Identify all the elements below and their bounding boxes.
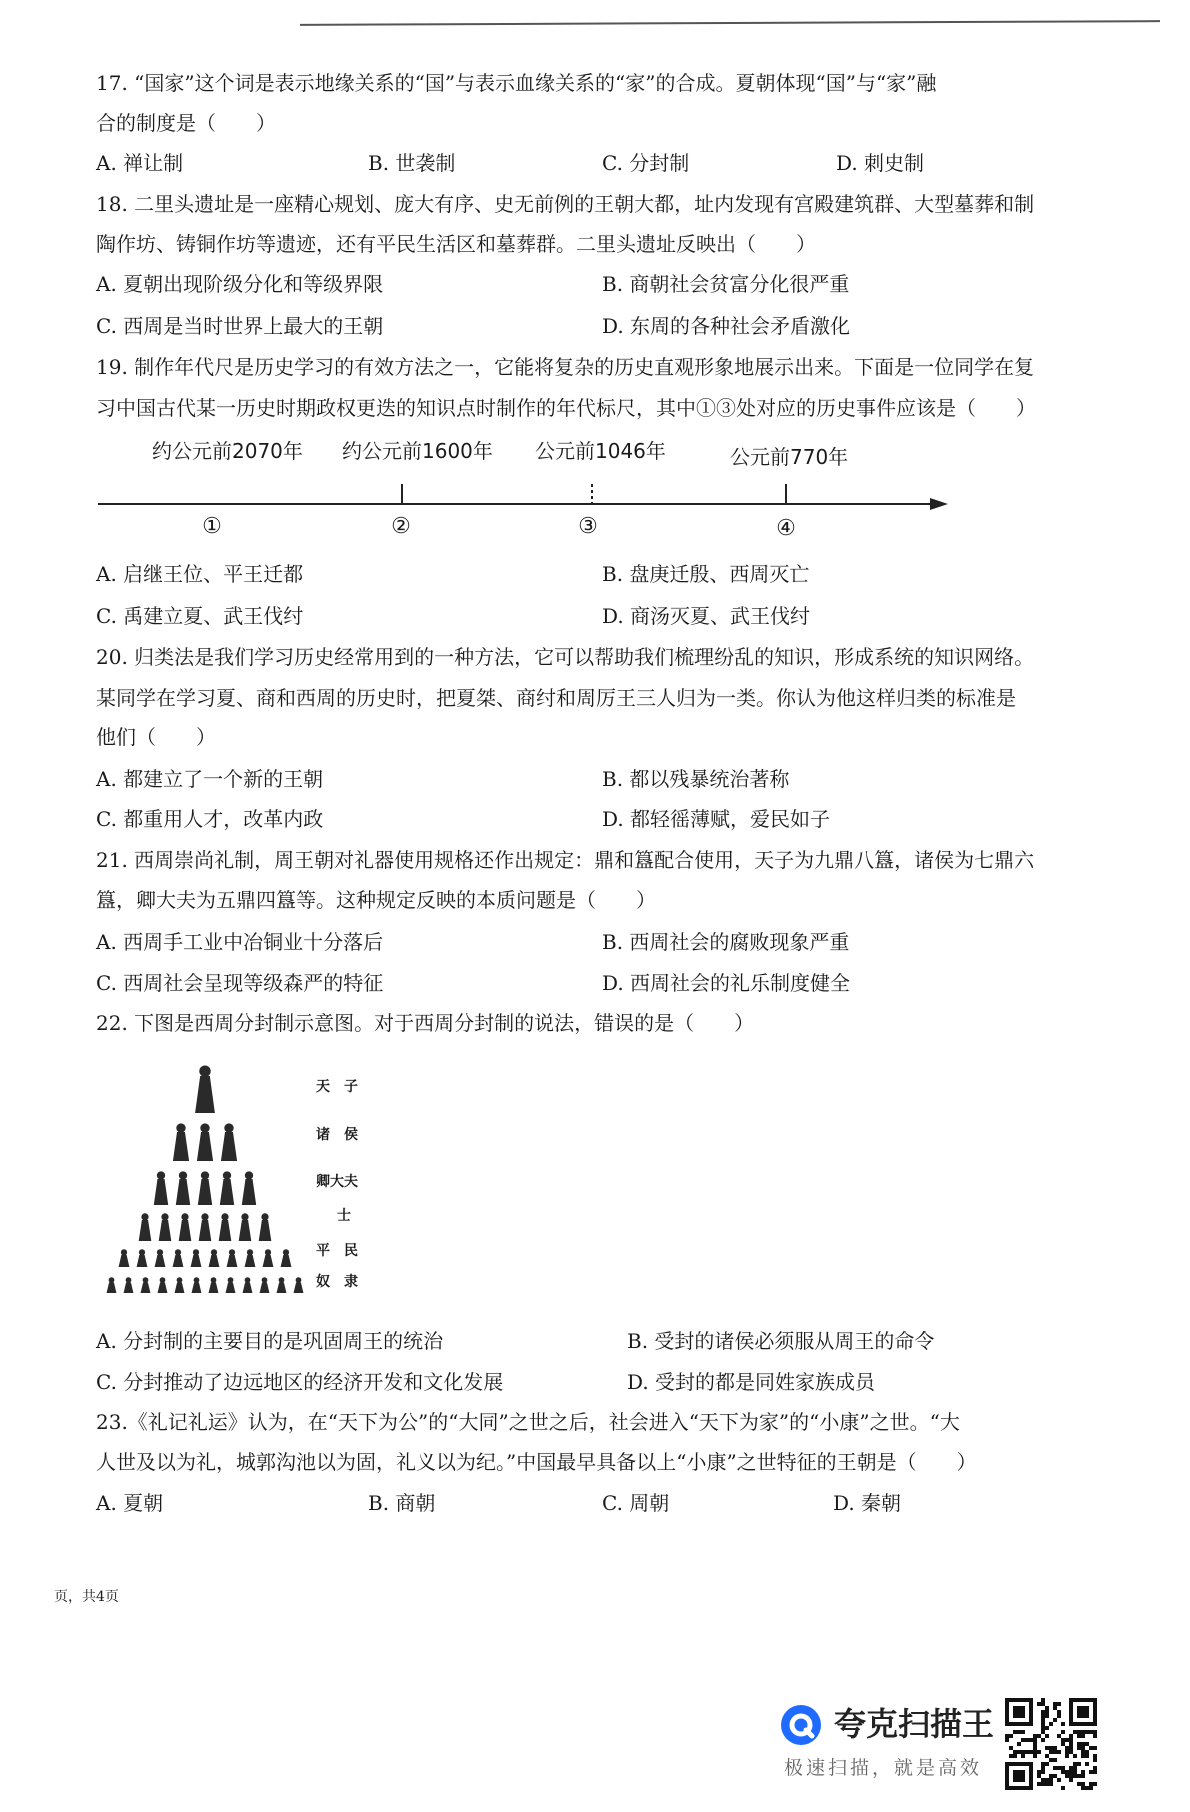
timeline-marker-4: ④ (776, 516, 796, 541)
pyramid-figure-head (223, 1171, 231, 1179)
q19-option-b: B. 盘庚迁殷、西周灭亡 (602, 562, 810, 586)
pyramid-figure-head (201, 1213, 208, 1220)
q22-stem-line-1: 22. 下图是西周分封制示意图。对于西周分封制的说法，错误的是（ ） (96, 1011, 755, 1035)
rank-qingdafu: 卿大夫 (316, 1174, 358, 1190)
pyramid-figure-body (226, 1283, 236, 1294)
pyramid-figure-head (221, 1213, 228, 1220)
pyramid-figure-head (157, 1171, 165, 1179)
pyramid-figure-body (107, 1283, 117, 1294)
pyramid-figure-body (137, 1255, 148, 1267)
q17-option-a: A. 禅让制 (96, 151, 184, 175)
q19-option-a: A. 启继王位、平王迁都 (96, 562, 304, 586)
pyramid-figure-body (155, 1255, 166, 1267)
q22-option-b: B. 受封的诸侯必须服从周王的命令 (627, 1329, 935, 1353)
q18-option-b: B. 商朝社会贫富分化很严重 (602, 272, 850, 296)
q23-option-a: A. 夏朝 (96, 1491, 164, 1515)
pyramid-figure-body (179, 1220, 192, 1241)
pyramid-figure-body (176, 1179, 190, 1205)
pyramid-figure-head (160, 1277, 166, 1283)
q20-stem-line-2: 某同学在学习夏、商和西周的历史时，把夏桀、商纣和周厉王三人归为一类。你认为他这样归类的标准是 (96, 686, 1016, 710)
pyramid-figure-head (121, 1249, 127, 1255)
pyramid-figure-body (227, 1255, 238, 1267)
timeline-axis (96, 478, 956, 518)
pyramid-figure-body (242, 1179, 256, 1205)
brand-slogan: 极速扫描，就是高效 (784, 1757, 983, 1779)
pyramid-figure-body (263, 1255, 274, 1267)
pyramid-figure-head (139, 1249, 145, 1255)
q17-option-c: C. 分封制 (602, 151, 690, 175)
pyramid-figure-head (201, 1171, 209, 1179)
q22-option-c: C. 分封推动了边远地区的经济开发和文化发展 (96, 1370, 504, 1394)
q20-option-c: C. 都重用人才，改革内政 (96, 807, 324, 831)
timeline-date-2: 约公元前1600年 (342, 439, 493, 463)
q23-stem-line-2: 人世及以为礼，城郭沟池以为固，礼义以为纪。”中国最早具备以上“小康”之世特征的王朝是（ ） (96, 1450, 977, 1474)
pyramid-figure-head (224, 1123, 233, 1132)
timeline-arrowhead (930, 498, 948, 510)
pyramid-figure-head (247, 1249, 253, 1255)
rank-shi: 士 (337, 1208, 365, 1224)
pyramid-figure-head (143, 1277, 149, 1283)
rank-pingmin: 平民 (316, 1243, 372, 1259)
pyramid-figure-head (211, 1277, 217, 1283)
pyramid-figure-head (241, 1213, 248, 1220)
q23-option-c: C. 周朝 (602, 1491, 670, 1515)
pyramid-figure-head (228, 1277, 234, 1283)
pyramid-figure-head (283, 1249, 289, 1255)
q18-option-c: C. 西周是当时世界上最大的王朝 (96, 314, 384, 338)
pyramid-figure-body (294, 1283, 304, 1294)
q21-option-b: B. 西周社会的腐败现象严重 (602, 930, 850, 954)
rank-zhuhou: 诸侯 (316, 1127, 372, 1143)
pyramid-figure-body (199, 1220, 212, 1241)
pyramid-figure-head (193, 1249, 199, 1255)
q21-option-a: A. 西周手工业中冶铜业十分落后 (96, 930, 384, 954)
q18-option-d: D. 东周的各种社会矛盾激化 (602, 314, 851, 338)
pyramid-figure-head (211, 1249, 217, 1255)
qr-code-icon (1005, 1698, 1097, 1790)
pyramid-figure-head (161, 1213, 168, 1220)
pyramid-figure-body (243, 1283, 253, 1294)
q23-stem-line-1: 23.《礼记礼运》认为，在“天下为公”的“大同”之世之后，社会进入“天下为家”的“小康”之世。“大 (96, 1410, 960, 1434)
pyramid-figure-body (198, 1179, 212, 1205)
pyramid-figure-body (192, 1283, 202, 1294)
top-rule (300, 20, 1160, 26)
rank-tianzi: 天子 (316, 1079, 372, 1095)
pyramid-figure-body (220, 1179, 234, 1205)
q19-option-c: C. 禹建立夏、武王伐纣 (96, 604, 304, 628)
fengjian-pyramid-figure (100, 1055, 310, 1295)
pyramid-figure-head (279, 1277, 285, 1283)
pyramid-figure-body (245, 1255, 256, 1267)
pyramid-figure-head (176, 1123, 185, 1132)
timeline-marker-1: ① (202, 514, 222, 539)
timeline-marker-3: ③ (578, 514, 598, 539)
page-number: 页，共4页 (54, 1589, 119, 1605)
pyramid-figure-body (141, 1283, 151, 1294)
q19-stem-line-1: 19. 制作年代尺是历史学习的有效方法之一，它能将复杂的历史直观形象地展示出来。下面是一位同学在复 (96, 355, 1035, 379)
pyramid-figure-body (195, 1076, 215, 1113)
q20-option-a: A. 都建立了一个新的王朝 (96, 767, 324, 791)
pyramid-figure-body (191, 1255, 202, 1267)
timeline-date-1: 约公元前2070年 (152, 439, 303, 463)
q20-stem-line-3: 他们（ ） (96, 725, 216, 749)
pyramid-figure-body (209, 1283, 219, 1294)
pyramid-figure-head (109, 1277, 115, 1283)
q21-option-c: C. 西周社会呈现等级森严的特征 (96, 971, 384, 995)
pyramid-figure-head (262, 1277, 268, 1283)
pyramid-figure-body (173, 1132, 189, 1161)
pyramid-figure-head (199, 1065, 210, 1076)
timeline-date-4: 公元前770年 (730, 445, 849, 469)
q20-option-d: D. 都轻徭薄赋，爱民如子 (602, 807, 831, 831)
pyramid-figure-body (221, 1132, 237, 1161)
pyramid-figure-body (209, 1255, 220, 1267)
pyramid-figure-head (177, 1277, 183, 1283)
pyramid-figure-body (281, 1255, 292, 1267)
pyramid-figure-head (126, 1277, 132, 1283)
pyramid-figure-head (296, 1277, 302, 1283)
pyramid-figure-body (259, 1220, 272, 1241)
pyramid-figure-head (157, 1249, 163, 1255)
pyramid-figure-body (260, 1283, 270, 1294)
quark-logo-icon (780, 1704, 822, 1746)
q20-stem-line-1: 20. 归类法是我们学习历史经常用到的一种方法，它可以帮助我们梳理纷乱的知识，形成系统的知识网络。 (96, 645, 1035, 669)
pyramid-figure-head (261, 1213, 268, 1220)
pyramid-figure-body (239, 1220, 252, 1241)
pyramid-figure-head (245, 1277, 251, 1283)
pyramid-figure-body (219, 1220, 232, 1241)
pyramid-figure-body (173, 1255, 184, 1267)
pyramid-figure-head (141, 1213, 148, 1220)
timeline-date-3: 公元前1046年 (535, 439, 666, 463)
pyramid-figure-body (124, 1283, 134, 1294)
q19-stem-line-2: 习中国古代某一历史时期政权更迭的知识点时制作的年代标尺，其中①③处对应的历史事件应该是（ ） (96, 396, 1036, 420)
pyramid-figure-head (181, 1213, 188, 1220)
pyramid-figure-head (200, 1123, 209, 1132)
pyramid-figure-body (119, 1255, 130, 1267)
q23-option-d: D. 秦朝 (833, 1491, 902, 1515)
pyramid-figure-head (179, 1171, 187, 1179)
pyramid-figure-head (245, 1171, 253, 1179)
q17-stem-line-1: 17. “国家”这个词是表示地缘关系的“国”与表示血缘关系的“家”的合成。夏朝体现“国”与“家”融 (96, 71, 937, 95)
pyramid-figure-body (197, 1132, 213, 1161)
pyramid-figure-body (159, 1220, 172, 1241)
rank-nuli: 奴隶 (316, 1274, 372, 1290)
q22-option-a: A. 分封制的主要目的是巩固周王的统治 (96, 1329, 444, 1353)
q17-option-b: B. 世袭制 (368, 151, 456, 175)
pyramid-figure-body (158, 1283, 168, 1294)
pyramid-figure-body (139, 1220, 152, 1241)
q20-option-b: B. 都以残暴统治著称 (602, 767, 790, 791)
q21-stem-line-2: 簋，卿大夫为五鼎四簋等。这种规定反映的本质问题是（ ） (96, 888, 656, 912)
scanner-watermark (780, 1700, 1000, 1800)
pyramid-figure-body (277, 1283, 287, 1294)
q23-option-b: B. 商朝 (368, 1491, 436, 1515)
q17-stem-line-2: 合的制度是（ ） (96, 111, 276, 135)
timeline-marker-2: ② (391, 514, 411, 539)
q17-option-d: D. 刺史制 (836, 151, 925, 175)
pyramid-figure-body (175, 1283, 185, 1294)
pyramid-figure-head (229, 1249, 235, 1255)
q19-option-d: D. 商汤灭夏、武王伐纣 (602, 604, 811, 628)
pyramid-figure-body (154, 1179, 168, 1205)
q18-stem-line-2: 陶作坊、铸铜作坊等遗迹，还有平民生活区和墓葬群。二里头遗址反映出（ ） (96, 232, 816, 256)
pyramid-figure-head (265, 1249, 271, 1255)
pyramid-figure-head (175, 1249, 181, 1255)
q18-stem-line-1: 18. 二里头遗址是一座精心规划、庞大有序、史无前例的王朝大都，址内发现有宫殿建筑群、大型墓葬和制 (96, 192, 1035, 216)
pyramid-figure-head (194, 1277, 200, 1283)
q22-option-d: D. 受封的都是同姓家族成员 (627, 1370, 876, 1394)
brand-name: 夸克扫描王 (834, 1705, 995, 1743)
q21-option-d: D. 西周社会的礼乐制度健全 (602, 971, 851, 995)
q18-option-a: A. 夏朝出现阶级分化和等级界限 (96, 272, 384, 296)
q21-stem-line-1: 21. 西周崇尚礼制，周王朝对礼器使用规格还作出规定：鼎和簋配合使用，天子为九鼎八簋，诸侯为七鼎六 (96, 848, 1035, 872)
